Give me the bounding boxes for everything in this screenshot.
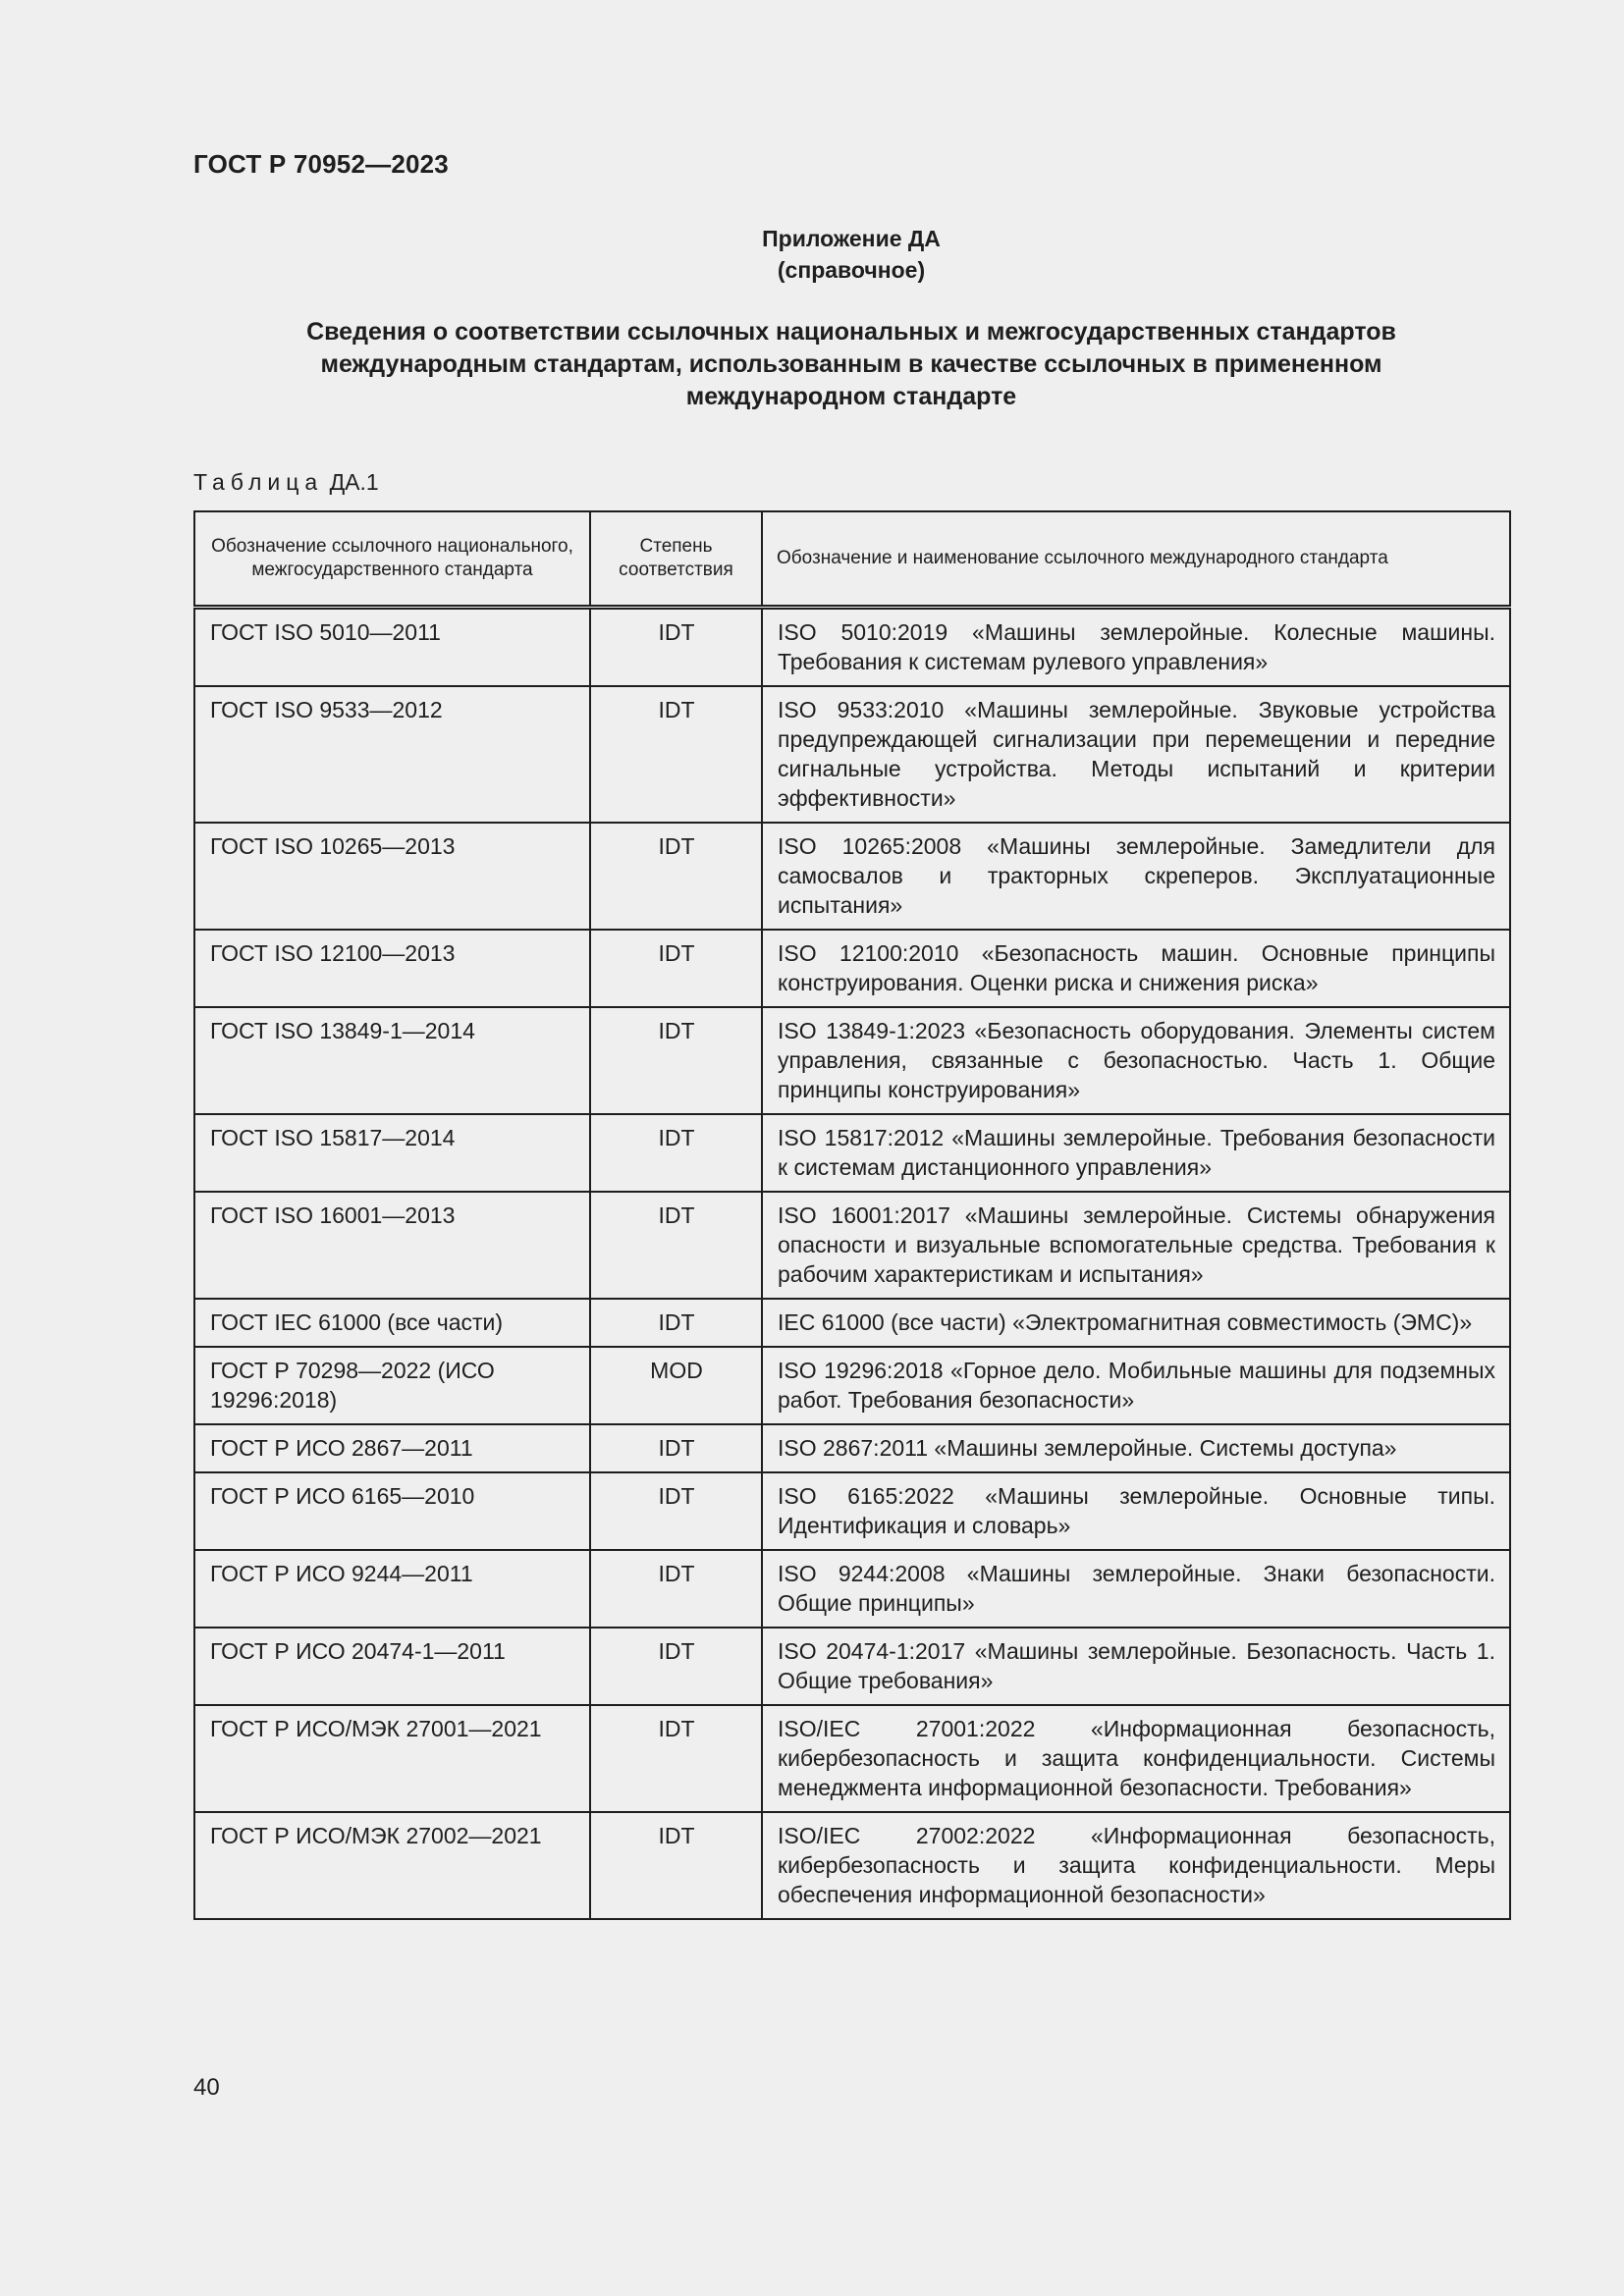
international-standard-cell: ISO 9244:2008 «Машины землеройные. Знаки безопасности. Общие принципы» bbox=[762, 1550, 1510, 1628]
international-standard-cell: ISO 5010:2019 «Машины землеройные. Колесные машины. Требования к системам рулевого управления» bbox=[762, 608, 1510, 687]
table-row bbox=[194, 686, 1510, 823]
national-standard-cell: ГОСТ Р 70298—2022 (ИСО 19296:2018) bbox=[194, 1347, 590, 1424]
international-standard-cell: ISO 20474-1:2017 «Машины землеройные. Безопасность. Часть 1. Общие требования» bbox=[762, 1628, 1510, 1705]
degree-cell: IDT bbox=[590, 1424, 762, 1472]
international-standard-cell: ISO 16001:2017 «Машины землеройные. Системы обнаружения опасности и визуальные вспомогательные средства. Требования к рабочим характеристикам и испытания» bbox=[762, 1192, 1510, 1299]
international-standard-cell: ISO 13849-1:2023 «Безопасность оборудования. Элементы систем управления, связанные с безопасностью. Часть 1. Общие принципы конструирования» bbox=[762, 1007, 1510, 1114]
header-degree: Степень соответствия bbox=[590, 511, 762, 608]
national-standard-cell: ГОСТ Р ИСО 6165—2010 bbox=[194, 1472, 590, 1550]
international-standard-cell: ISO 12100:2010 «Безопасность машин. Основные принципы конструирования. Оценки риска и снижения риска» bbox=[762, 930, 1510, 1007]
national-standard-cell: ГОСТ ISO 15817—2014 bbox=[194, 1114, 590, 1192]
table-row bbox=[194, 608, 1510, 687]
national-standard-cell: ГОСТ ISO 13849-1—2014 bbox=[194, 1007, 590, 1114]
annex-heading-line: международном стандарте bbox=[685, 383, 1017, 410]
annex-heading bbox=[193, 316, 1509, 413]
international-standard-cell: ISO 6165:2022 «Машины землеройные. Основные типы. Идентификация и словарь» bbox=[762, 1472, 1510, 1550]
table-row bbox=[194, 1114, 1510, 1192]
table-body bbox=[194, 608, 1510, 1920]
table-header-row bbox=[194, 511, 1510, 608]
degree-cell: IDT bbox=[590, 1628, 762, 1705]
table-row bbox=[194, 1007, 1510, 1114]
document-code: ГОСТ Р 70952—2023 bbox=[193, 149, 449, 179]
international-standard-cell: ISO 9533:2010 «Машины землеройные. Звуковые устройства предупреждающей сигнализации при перемещении и передние сигнальные устройства. Методы испытаний и критерии эффективности» bbox=[762, 686, 1510, 823]
correspondence-table bbox=[193, 510, 1511, 1920]
international-standard-cell: ISO 19296:2018 «Горное дело. Мобильные машины для подземных работ. Требования безопасности» bbox=[762, 1347, 1510, 1424]
table-row bbox=[194, 1347, 1510, 1424]
degree-cell: IDT bbox=[590, 608, 762, 687]
table-row bbox=[194, 1472, 1510, 1550]
national-standard-cell: ГОСТ ISO 16001—2013 bbox=[194, 1192, 590, 1299]
national-standard-cell: ГОСТ IEC 61000 (все части) bbox=[194, 1299, 590, 1347]
degree-cell: IDT bbox=[590, 1812, 762, 1919]
international-standard-cell: ISO 2867:2011 «Машины землеройные. Системы доступа» bbox=[762, 1424, 1510, 1472]
national-standard-cell: ГОСТ ISO 10265—2013 bbox=[194, 823, 590, 930]
table-row bbox=[194, 1424, 1510, 1472]
degree-cell: IDT bbox=[590, 1114, 762, 1192]
degree-cell: IDT bbox=[590, 1550, 762, 1628]
national-standard-cell: ГОСТ Р ИСО 9244—2011 bbox=[194, 1550, 590, 1628]
national-standard-cell: ГОСТ Р ИСО 2867—2011 bbox=[194, 1424, 590, 1472]
national-standard-cell: ГОСТ Р ИСО/МЭК 27001—2021 bbox=[194, 1705, 590, 1812]
annex-heading-line: Сведения о соответствии ссылочных национальных и межгосударственных стандартов bbox=[306, 318, 1396, 346]
international-standard-cell: ISO 15817:2012 «Машины землеройные. Требования безопасности к системам дистанционного управления» bbox=[762, 1114, 1510, 1192]
national-standard-cell: ГОСТ ISO 5010—2011 bbox=[194, 608, 590, 687]
page-number: 40 bbox=[193, 2074, 220, 2101]
table-label bbox=[193, 469, 379, 496]
national-standard-cell: ГОСТ Р ИСО/МЭК 27002—2021 bbox=[194, 1812, 590, 1919]
degree-cell: IDT bbox=[590, 823, 762, 930]
degree-cell: MOD bbox=[590, 1347, 762, 1424]
annex-name: Приложение ДА bbox=[762, 226, 941, 251]
degree-cell: IDT bbox=[590, 930, 762, 1007]
table-row bbox=[194, 1705, 1510, 1812]
international-standard-cell: ISO 10265:2008 «Машины землеройные. Замедлители для самосвалов и тракторных скреперов. Эксплуатационные испытания» bbox=[762, 823, 1510, 930]
table-row bbox=[194, 1812, 1510, 1919]
annex-heading-line: международным стандартам, использованным в качестве ссылочных в примененном bbox=[320, 350, 1382, 378]
international-standard-cell: ISO/IEC 27002:2022 «Информационная безопасность, кибербезопасность и защита конфиденциальности. Меры обеспечения информационной безопасности» bbox=[762, 1812, 1510, 1919]
header-national-standard: Обозначение ссылочного национального, межгосударственного стандарта bbox=[194, 511, 590, 608]
table-row bbox=[194, 1192, 1510, 1299]
degree-cell: IDT bbox=[590, 686, 762, 823]
table-label-word: Таблица bbox=[193, 469, 324, 495]
annex-kind: (справочное) bbox=[777, 257, 926, 283]
degree-cell: IDT bbox=[590, 1472, 762, 1550]
national-standard-cell: ГОСТ ISO 12100—2013 bbox=[194, 930, 590, 1007]
table-row bbox=[194, 1299, 1510, 1347]
table-row bbox=[194, 930, 1510, 1007]
degree-cell: IDT bbox=[590, 1192, 762, 1299]
international-standard-cell: ISO/IEC 27001:2022 «Информационная безопасность, кибербезопасность и защита конфиденциальности. Системы менеджмента информационной безопасности. Требования» bbox=[762, 1705, 1510, 1812]
national-standard-cell: ГОСТ ISO 9533—2012 bbox=[194, 686, 590, 823]
table-row bbox=[194, 823, 1510, 930]
international-standard-cell: IEC 61000 (все части) «Электромагнитная совместимость (ЭМС)» bbox=[762, 1299, 1510, 1347]
degree-cell: IDT bbox=[590, 1007, 762, 1114]
degree-cell: IDT bbox=[590, 1299, 762, 1347]
header-international-standard: Обозначение и наименование ссылочного международного стандарта bbox=[762, 511, 1510, 608]
degree-cell: IDT bbox=[590, 1705, 762, 1812]
national-standard-cell: ГОСТ Р ИСО 20474-1—2011 bbox=[194, 1628, 590, 1705]
table-row bbox=[194, 1550, 1510, 1628]
table-row bbox=[194, 1628, 1510, 1705]
table-label-number: ДА.1 bbox=[329, 469, 379, 495]
